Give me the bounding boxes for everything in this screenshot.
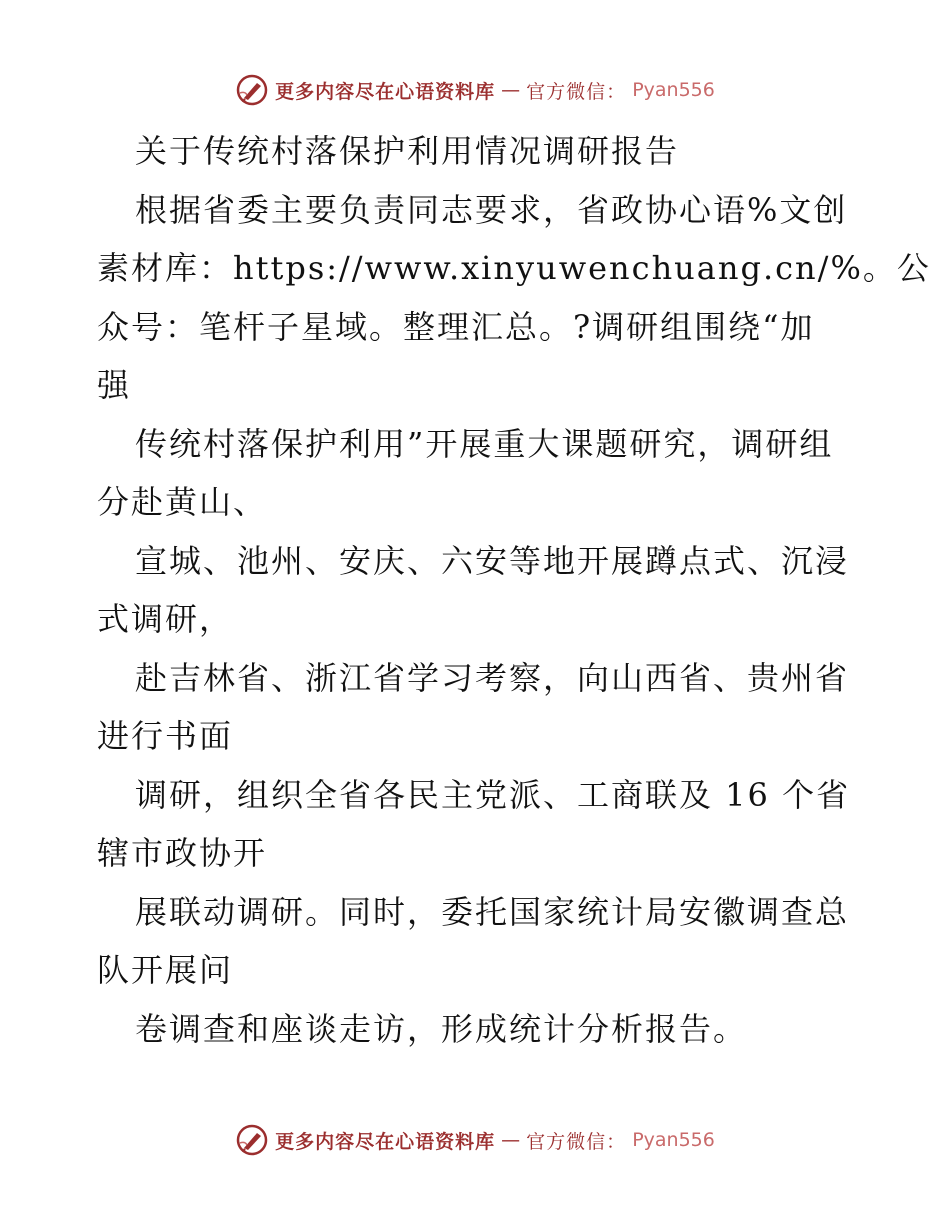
- text-line: 分赴黄山、: [97, 483, 268, 521]
- pen-logo-icon: [235, 1123, 269, 1157]
- text-line: 强: [97, 366, 132, 404]
- text-line: 卷调查和座谈走访，形成统计分析报告。: [135, 1009, 748, 1048]
- pen-logo-icon: [235, 73, 269, 107]
- watermark-official-label: 官方微信：: [526, 80, 627, 103]
- watermark-main-text: 更多内容尽在心语资料库: [275, 1130, 496, 1153]
- footer-watermark: [0, 1120, 950, 1160]
- watermark-separator: —: [501, 1129, 521, 1151]
- document-body: [97, 122, 931, 1058]
- text-line: 式调研，: [97, 600, 234, 638]
- text-line: 众号：笔杆子星域。整理汇总。?调研组围绕“加: [97, 307, 815, 346]
- text-line: 展联动调研。同时，委托国家统计局安徽调查总: [135, 892, 850, 931]
- watermark-separator: —: [501, 79, 521, 101]
- text-line: 进行书面: [97, 717, 234, 755]
- watermark-wechat-id: Pyan556: [632, 1129, 715, 1151]
- watermark-main-text: 更多内容尽在心语资料库: [275, 80, 496, 103]
- watermark-official-label: 官方微信：: [526, 1130, 627, 1153]
- text-line: 辖市政协开: [97, 834, 268, 872]
- watermark-wechat-id: Pyan556: [632, 79, 715, 101]
- text-line: 素材库：https://www.xinyuwenchuang.cn/%。公: [97, 249, 931, 287]
- text-line: 宣城、池州、安庆、六安等地开展蹲点式、沉浸: [135, 541, 850, 580]
- text-line: 队开展问: [97, 951, 234, 989]
- text-line: 赴吉林省、浙江省学习考察，向山西省、贵州省: [135, 658, 850, 697]
- text-line: 传统村落保护利用”开展重大课题研究，调研组: [135, 424, 834, 463]
- header-watermark: [0, 70, 950, 110]
- text-line: 根据省委主要负责同志要求，省政协心语%文创: [135, 190, 848, 229]
- text-line: 调研，组织全省各民主党派、工商联及 16 个省: [135, 775, 851, 814]
- text-line: 关于传统村落保护利用情况调研报告: [135, 132, 680, 170]
